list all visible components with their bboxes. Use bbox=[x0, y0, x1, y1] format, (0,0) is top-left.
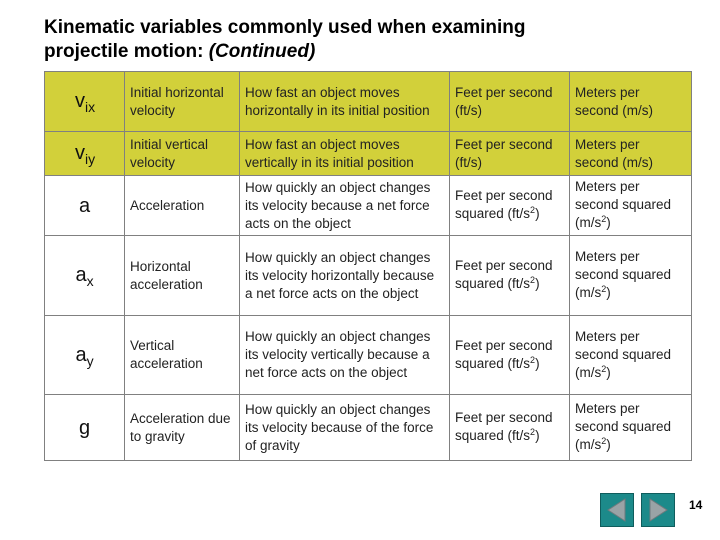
unit-close: ) bbox=[606, 215, 611, 230]
previous-slide-button[interactable] bbox=[600, 493, 634, 527]
metric-unit bbox=[570, 316, 692, 395]
unit-text: Feet per second squared (ft/s bbox=[455, 188, 553, 221]
symbol-subscript: x bbox=[86, 273, 94, 289]
variable-description: How quickly an object changes its velocity because of the force of gravity bbox=[240, 395, 450, 461]
symbol-cell bbox=[45, 132, 125, 176]
english-unit bbox=[450, 176, 570, 236]
unit-close: ) bbox=[606, 285, 611, 300]
metric-unit bbox=[570, 395, 692, 461]
variable-description: How fast an object moves vertically in its initial position bbox=[240, 132, 450, 176]
symbol-subscript: ix bbox=[85, 99, 96, 115]
table-row bbox=[45, 316, 692, 395]
table-row bbox=[45, 236, 692, 316]
metric-unit: Meters per second (m/s) bbox=[570, 132, 692, 176]
english-unit bbox=[450, 395, 570, 461]
kinematic-variables-table bbox=[44, 71, 692, 461]
symbol-text: v bbox=[75, 90, 85, 112]
metric-unit bbox=[570, 236, 692, 316]
superscript: 2 bbox=[530, 354, 536, 365]
variable-name: Initial horizontal velocity bbox=[125, 72, 240, 132]
symbol-text: v bbox=[75, 142, 85, 164]
unit-close: ) bbox=[606, 364, 611, 380]
variable-name: Horizontal acceleration bbox=[125, 236, 240, 316]
title-suffix: (Continued) bbox=[208, 41, 316, 62]
triangle-right-icon bbox=[642, 494, 674, 526]
symbol-text: g bbox=[78, 416, 91, 439]
variable-description: How quickly an object changes its velocity because a net force acts on the object bbox=[240, 176, 450, 236]
unit-close: ) bbox=[535, 355, 540, 371]
variable-name: Acceleration due to gravity bbox=[125, 395, 240, 461]
triangle-left-icon bbox=[601, 494, 633, 526]
superscript: 2 bbox=[530, 427, 536, 437]
superscript: 2 bbox=[601, 436, 607, 446]
symbol-text: a bbox=[75, 264, 87, 286]
symbol-subscript: y bbox=[86, 352, 94, 369]
unit-text: Meters per second squared (m/s bbox=[575, 401, 672, 452]
table-row bbox=[45, 132, 692, 176]
superscript: 2 bbox=[601, 363, 607, 374]
english-unit: Feet per second (ft/s) bbox=[450, 132, 570, 176]
page-number: 14 bbox=[689, 498, 703, 512]
symbol-text: a bbox=[78, 194, 91, 217]
next-slide-button[interactable] bbox=[641, 493, 675, 527]
variable-description: How fast an object moves horizontally in its initial position bbox=[240, 72, 450, 132]
unit-text: Feet per second squared (ft/s bbox=[455, 337, 553, 371]
unit-close: ) bbox=[535, 206, 540, 221]
symbol-cell bbox=[45, 395, 125, 461]
unit-close: ) bbox=[535, 428, 540, 443]
variable-description: How quickly an object changes its velocity vertically because a net force acts on the object bbox=[240, 316, 450, 395]
title-main: Kinematic variables commonly used when examining projectile motion: bbox=[44, 17, 526, 62]
unit-text: Feet per second squared (ft/s bbox=[455, 258, 553, 291]
superscript: 2 bbox=[530, 205, 536, 215]
table-row bbox=[45, 395, 692, 461]
table-row bbox=[45, 72, 692, 132]
symbol-subscript: iy bbox=[85, 151, 96, 167]
unit-text: Meters per second squared (m/s bbox=[575, 179, 672, 230]
english-unit bbox=[450, 316, 570, 395]
superscript: 2 bbox=[530, 275, 536, 285]
symbol-cell bbox=[45, 316, 125, 395]
metric-unit bbox=[570, 176, 692, 236]
variable-name: Initial vertical velocity bbox=[125, 132, 240, 176]
unit-text: Meters per second squared (m/s bbox=[575, 249, 672, 300]
superscript: 2 bbox=[601, 214, 607, 224]
english-unit: Feet per second (ft/s) bbox=[450, 72, 570, 132]
variable-name: Acceleration bbox=[125, 176, 240, 236]
page-title bbox=[44, 16, 604, 64]
metric-unit: Meters per second (m/s) bbox=[570, 72, 692, 132]
symbol-cell bbox=[45, 176, 125, 236]
english-unit bbox=[450, 236, 570, 316]
superscript: 2 bbox=[601, 284, 607, 294]
variable-name: Vertical acceleration bbox=[125, 316, 240, 395]
variable-description: How quickly an object changes its velocity horizontally because a net force acts on the object bbox=[240, 236, 450, 316]
symbol-text: a bbox=[75, 343, 87, 366]
unit-text: Feet per second squared (ft/s bbox=[455, 410, 553, 443]
symbol-cell bbox=[45, 72, 125, 132]
table-row bbox=[45, 176, 692, 236]
unit-close: ) bbox=[535, 276, 540, 291]
unit-text: Meters per second squared (m/s bbox=[575, 328, 672, 380]
symbol-cell bbox=[45, 236, 125, 316]
unit-close: ) bbox=[606, 437, 611, 452]
